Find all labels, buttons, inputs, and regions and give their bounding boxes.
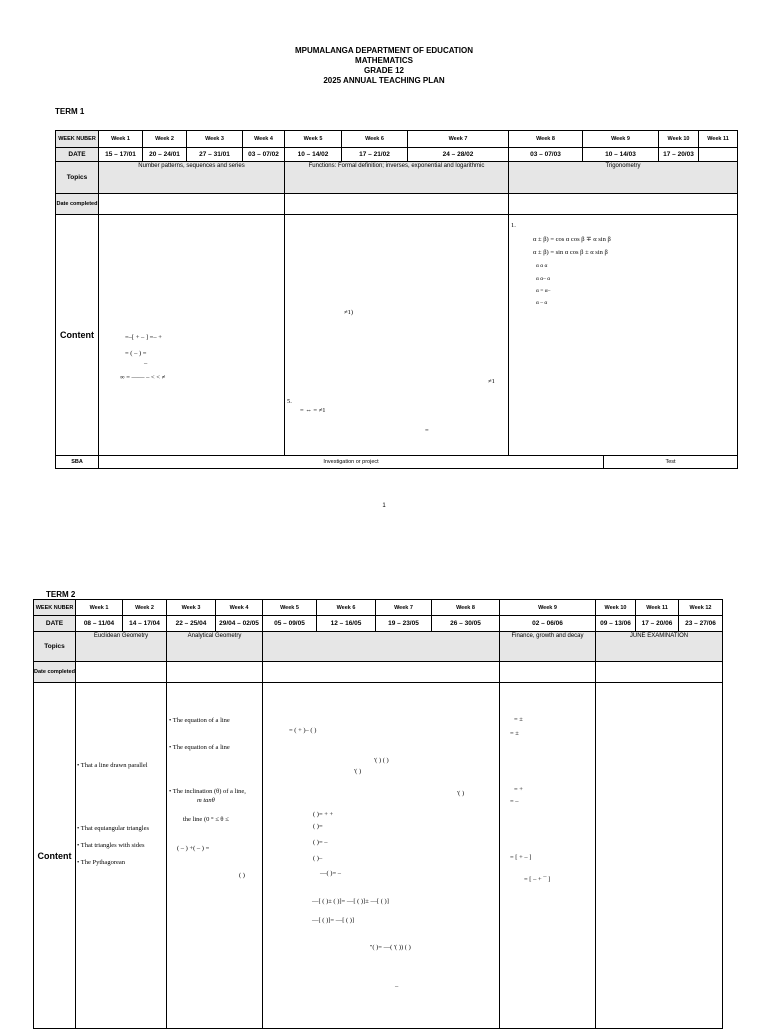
t1-trig-identity: α α– α bbox=[536, 276, 551, 282]
t1-trig-item-number: 1. bbox=[511, 222, 516, 229]
term2-week-10: Week 10 bbox=[596, 600, 636, 616]
t1-functions-formula: = ⇔ = ≠1 bbox=[300, 407, 326, 414]
term2-date-8: 26 – 30/05 bbox=[432, 616, 500, 632]
term2-date-3: 22 – 25/04 bbox=[167, 616, 216, 632]
term1-date-7: 24 – 28/02 bbox=[408, 148, 509, 162]
term2-date-9: 02 – 06/06 bbox=[500, 616, 596, 632]
grade-title: GRADE 12 bbox=[363, 66, 404, 75]
term2-week-header: WEEK NUBER bbox=[34, 600, 76, 616]
calculus-formula: ( )= – bbox=[313, 839, 328, 846]
term2-date-completed-3 bbox=[263, 662, 500, 683]
term2-table bbox=[33, 599, 723, 1029]
t1-number-patterns-formula: ∞ = —— – < < ≠ bbox=[120, 374, 166, 381]
t1-trig-identity: α – α bbox=[536, 300, 548, 306]
term2-date-7: 19 – 23/05 bbox=[376, 616, 432, 632]
t1-number-patterns-formula: =–[ + – ] =– + bbox=[125, 334, 162, 341]
euclid-item: • The Pythagorean bbox=[77, 859, 126, 866]
plan-title: 2025 ANNUAL TEACHING PLAN bbox=[323, 76, 445, 85]
term1-date-3: 27 – 31/01 bbox=[187, 148, 243, 162]
t1-number-patterns-formula: – bbox=[144, 360, 148, 367]
term1-content-header: Content bbox=[56, 215, 99, 456]
term1-date-6: 17 – 21/02 bbox=[342, 148, 408, 162]
t1-trig-compound-angle: α ± β) = sin α cos β ± α sin β bbox=[533, 249, 608, 256]
term2-date-header: DATE bbox=[34, 616, 76, 632]
term1-week-7: Week 7 bbox=[408, 131, 509, 148]
term1-date-1: 15 – 17/01 bbox=[99, 148, 143, 162]
term2-date-10: 09 – 13/06 bbox=[596, 616, 636, 632]
analytic-item: • The inclination (θ) of a line, bbox=[169, 788, 246, 795]
calculus-formula: ( )– bbox=[313, 855, 323, 862]
term2-date-4: 29/04 – 02/05 bbox=[216, 616, 263, 632]
t1-number-patterns-formula: = ( – ) = bbox=[125, 350, 147, 357]
term2-label: TERM 2 bbox=[46, 590, 76, 599]
term1-week-3: Week 3 bbox=[187, 131, 243, 148]
term1-week-11: Week 11 bbox=[699, 131, 737, 148]
t1-functions-formula: 5. bbox=[287, 398, 292, 405]
calculus-formula: – bbox=[395, 983, 399, 990]
t1-trig-compound-angle: α ± β) = cos α cos β ∓ α sin β bbox=[533, 236, 611, 243]
term1-topic-trigonometry: Trigonometry bbox=[509, 162, 737, 194]
document-header bbox=[0, 46, 768, 86]
term2-content-calculus bbox=[263, 683, 500, 1028]
term1-date-2: 20 – 24/01 bbox=[143, 148, 187, 162]
term1-label: TERM 1 bbox=[55, 107, 85, 116]
term1-week-4: Week 4 bbox=[243, 131, 285, 148]
calculus-formula: ( )= bbox=[313, 823, 323, 830]
calculus-formula: ''( )= —( '( )) ( ) bbox=[370, 944, 411, 951]
t1-trig-identity: α = α– bbox=[536, 288, 551, 294]
term1-topics-header: Topics bbox=[56, 162, 99, 194]
finance-formula: = ± bbox=[514, 716, 523, 723]
page-number: 1 bbox=[382, 503, 386, 509]
term2-topics-header: Topics bbox=[34, 632, 76, 662]
analytic-item: ( ) bbox=[239, 872, 245, 879]
term1-date-4: 03 – 07/02 bbox=[243, 148, 285, 162]
term2-date-completed-4 bbox=[500, 662, 596, 683]
term2-week-8: Week 8 bbox=[432, 600, 500, 616]
term1-content-functions bbox=[285, 215, 509, 456]
t1-trig-identity: α α α bbox=[536, 263, 548, 269]
finance-formula: = ± bbox=[510, 730, 519, 737]
t1-functions-formula: = bbox=[425, 427, 429, 434]
t1-functions-formula: ≠1) bbox=[344, 309, 353, 316]
analytic-item: ( – ) +( – ) = bbox=[177, 845, 210, 852]
euclid-item: • That equiangular triangles bbox=[77, 825, 150, 832]
calculus-formula: —[ ( )± ( )]= —[ ( )]± —[ ( )] bbox=[312, 898, 389, 905]
calculus-formula: ( )= + + bbox=[313, 811, 334, 818]
term2-week-3: Week 3 bbox=[167, 600, 216, 616]
term1-week-header: WEEK NUBER bbox=[56, 131, 99, 148]
calculus-formula: —( )= – bbox=[320, 870, 341, 877]
term1-date-completed-1 bbox=[99, 194, 285, 215]
term1-date-header: DATE bbox=[56, 148, 99, 162]
subject-title: MATHEMATICS bbox=[355, 56, 413, 65]
department-title: MPUMALANGA DEPARTMENT OF EDUCATION bbox=[294, 46, 474, 55]
term2-date-11: 17 – 20/06 bbox=[636, 616, 679, 632]
calculus-formula: '( ) ( ) bbox=[374, 757, 389, 764]
term2-date-2: 14 – 17/04 bbox=[123, 616, 167, 632]
term2-content-analytical bbox=[167, 683, 263, 1028]
term2-topic-euclidean: Euclidean Geometry bbox=[76, 632, 167, 662]
term2-week-7: Week 7 bbox=[376, 600, 432, 616]
term1-topic-functions: Functions: Formal definition; inverses, exponential and logarithmic bbox=[285, 162, 509, 194]
finance-formula: = [ – + ¯ ] bbox=[524, 876, 551, 883]
term1-topic-number-patterns: Number patterns, sequences and series bbox=[99, 162, 285, 194]
term2-date-completed-5 bbox=[596, 662, 722, 683]
finance-formula: = [ + – ] bbox=[510, 854, 532, 861]
term1-week-5: Week 5 bbox=[285, 131, 342, 148]
term2-week-5: Week 5 bbox=[263, 600, 317, 616]
term1-date-completed-3 bbox=[509, 194, 737, 215]
term2-week-6: Week 6 bbox=[317, 600, 376, 616]
finance-formula: = + bbox=[514, 786, 523, 793]
analytic-item: m tanθ bbox=[197, 797, 215, 804]
term1-week-6: Week 6 bbox=[342, 131, 408, 148]
term2-week-1: Week 1 bbox=[76, 600, 123, 616]
term2-week-9: Week 9 bbox=[500, 600, 596, 616]
calculus-formula: '( ) bbox=[457, 790, 465, 797]
term1-table bbox=[55, 130, 738, 469]
term2-topic-analytical: Analytical Geometry bbox=[167, 632, 263, 662]
term1-date-completed-2 bbox=[285, 194, 509, 215]
term2-topic-calculus bbox=[263, 632, 500, 662]
term2-date-5: 05 – 09/05 bbox=[263, 616, 317, 632]
euclid-item: • That triangles with sides bbox=[77, 842, 145, 849]
term2-date-completed-2 bbox=[167, 662, 263, 683]
term1-date-completed-header: Date completed bbox=[56, 194, 99, 215]
term1-week-2: Week 2 bbox=[143, 131, 187, 148]
term1-date-10: 17 – 20/03 bbox=[659, 148, 699, 162]
analytic-item: • The equation of a line bbox=[169, 744, 230, 751]
term2-week-2: Week 2 bbox=[123, 600, 167, 616]
term2-date-12: 23 – 27/06 bbox=[679, 616, 722, 632]
t1-functions-formula: ≠1 bbox=[488, 378, 495, 385]
term2-content-euclidean bbox=[76, 683, 167, 1028]
term2-week-4: Week 4 bbox=[216, 600, 263, 616]
term1-week-1: Week 1 bbox=[99, 131, 143, 148]
term1-week-10: Week 10 bbox=[659, 131, 699, 148]
term1-sba-test: Test bbox=[665, 459, 676, 465]
calculus-formula: = ( + )– ( ) bbox=[289, 727, 317, 734]
term2-content-june-exam bbox=[596, 683, 722, 1028]
term2-date-completed-1 bbox=[76, 662, 167, 683]
term2-week-11: Week 11 bbox=[636, 600, 679, 616]
term1-date-8: 03 – 07/03 bbox=[509, 148, 583, 162]
term1-sba-investigation: Investigation or project bbox=[99, 456, 604, 468]
analytic-item: the line (0 ° ≤ θ ≤ bbox=[183, 816, 229, 823]
term2-week-12: Week 12 bbox=[679, 600, 722, 616]
term1-date-11 bbox=[699, 148, 737, 162]
calculus-formula: '( ) bbox=[354, 768, 362, 775]
term1-date-5: 10 – 14/02 bbox=[285, 148, 342, 162]
calculus-formula: —[ ( )]= —[ ( )] bbox=[312, 917, 355, 924]
term1-date-9: 10 – 14/03 bbox=[583, 148, 659, 162]
term2-date-6: 12 – 16/05 bbox=[317, 616, 376, 632]
term2-date-completed-header: Date completed bbox=[34, 662, 76, 683]
term2-topic-june-exam: JUNE EXAMINATION bbox=[596, 632, 722, 662]
finance-formula: = – bbox=[510, 798, 519, 805]
term1-week-8: Week 8 bbox=[509, 131, 583, 148]
analytic-item: • The equation of a line bbox=[169, 717, 230, 724]
euclid-item: • That a line drawn parallel bbox=[77, 762, 148, 769]
term2-date-1: 08 – 11/04 bbox=[76, 616, 123, 632]
term1-week-9: Week 9 bbox=[583, 131, 659, 148]
term2-content-header: Content bbox=[34, 683, 76, 1028]
term2-topic-finance: Finance, growth and decay bbox=[500, 632, 596, 662]
term1-sba-header: SBA bbox=[56, 456, 99, 468]
